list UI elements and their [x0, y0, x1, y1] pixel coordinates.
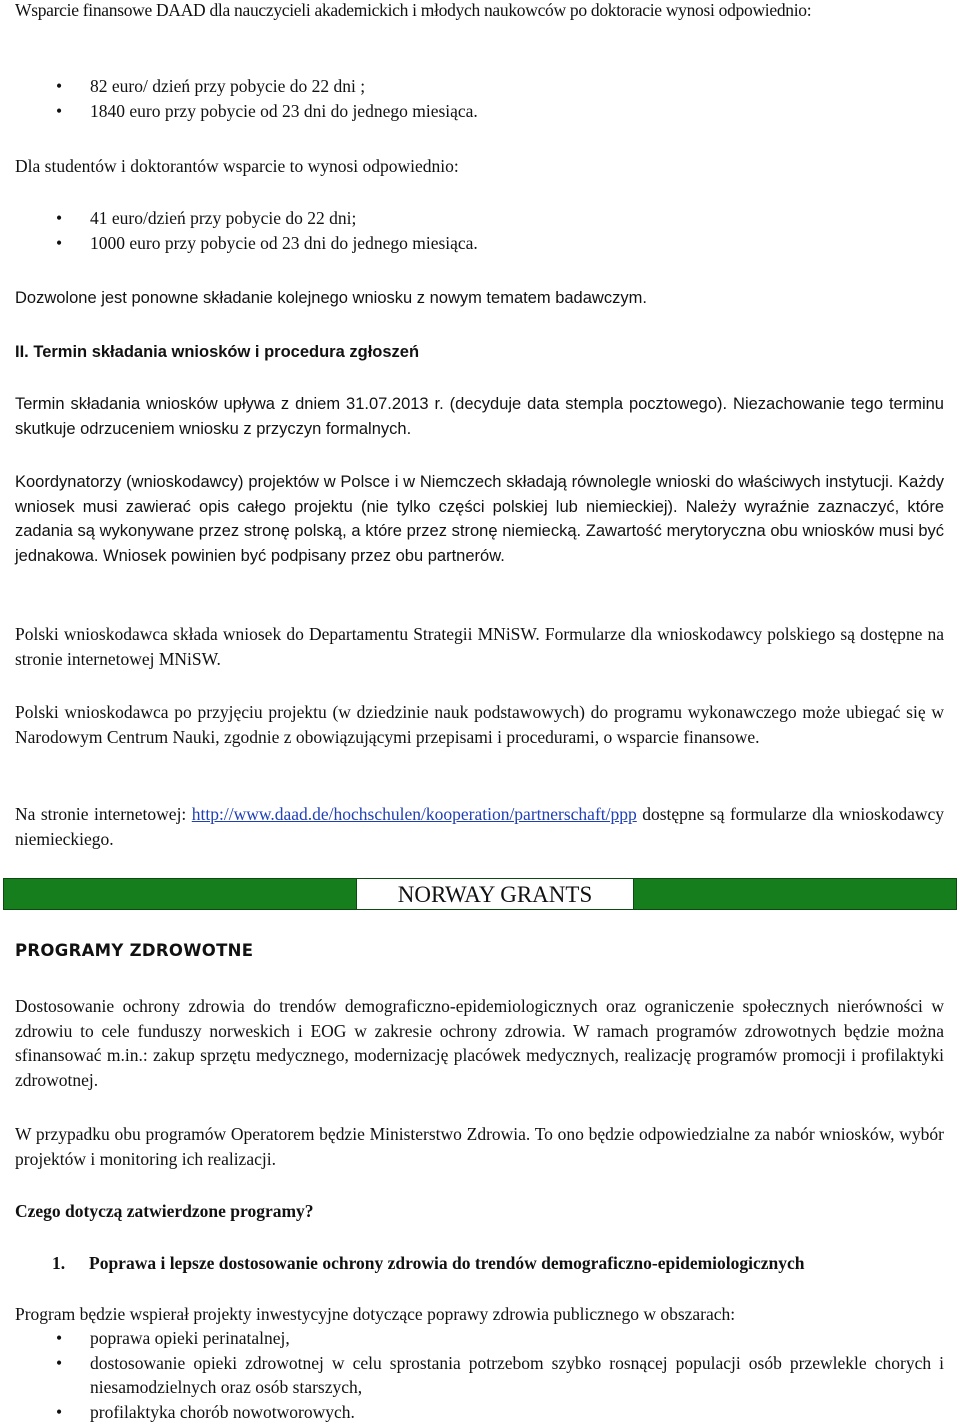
- programs-question: Czego dotyczą zatwierdzone programy?: [15, 1201, 314, 1221]
- areas-intro: Program będzie wspierał projekty inwestycyjne dotyczące poprawy zdrowia publicznego w obszarach:: [15, 1304, 736, 1324]
- banner-title: NORWAY GRANTS: [356, 879, 634, 909]
- norway-grants-banner: [3, 878, 957, 910]
- coordinators-paragraph: Koordynatorzy (wnioskodawcy) projektów w Polsce i w Niemczech składają równolegle wnioski do właściwych instytucji. Każdy wniosek musi zawierać opis całego projektu (nie tylko części polskiej lub niemieckiej). Należy wyraźnie zaznaczyć, które zadania są wykonywane przez stronę polską, a które przez stronę niemiecką. Zawartość merytoryczna obu wniosków musi być jednakowa. Wniosek powinien być podpisany przez obu partnerów.: [15, 473, 944, 565]
- daad-link[interactable]: http://www.daad.de/hochschulen/kooperation/partnerschaft/ppp: [191, 804, 637, 824]
- bullet-icon: •: [56, 208, 63, 228]
- list-item: • 1840 euro przy pobycie od 23 dni do jednego miesiąca.: [90, 99, 950, 124]
- item-title: Poprawa i lepsze dostosowanie ochrony zdrowia do trendów demograficzno-epidemiologicznych: [89, 1253, 805, 1273]
- website-paragraph: Na stronie internetowej: http://www.daad.de/hochschulen/kooperation/partnerschaft/ppp dostępne są formularze dla wnioskodawcy niemieckiego.: [15, 804, 944, 849]
- academics-list: [56, 74, 950, 123]
- health-heading: PROGRAMY ZDROWOTNE: [15, 941, 254, 960]
- bullet-icon: •: [56, 1328, 63, 1348]
- health-paragraph-1: Dostosowanie ochrony zdrowia do trendów demograficzno-epidemiologicznych oraz ograniczenie społecznych nierówności w zdrowiu to cele funduszy norweskich i EOG w zakresie ochrony zdrowia. W ramach programów zdrowotnych będzie można sfinansować m.in.: zakup sprzętu medycznego, modernizację placówek medycznych, realizację programów promocji i profilaktyki zdrowotnej.: [15, 996, 944, 1090]
- students-list: [56, 206, 950, 255]
- list-item: • 82 euro/ dzień przy pobycie do 22 dni ;: [90, 74, 950, 99]
- polish-applicant-paragraph: Polski wnioskodawca składa wniosek do Departamentu Strategii MNiSW. Formularze dla wnioskodawcy polskiego są dostępne na stronie internetowej MNiSW.: [15, 624, 944, 669]
- section-2-heading: II. Termin składania wniosków i procedura zgłoszeń: [15, 343, 420, 361]
- bullet-icon: •: [56, 1401, 63, 1422]
- reapply-note: Dozwolone jest ponowne składanie kolejnego wniosku z nowym tematem badawczym.: [15, 289, 647, 307]
- bullet-icon: •: [56, 1352, 63, 1373]
- list-item: • profilaktyka chorób nowotworowych.: [90, 1400, 944, 1424]
- bullet-icon: •: [56, 76, 63, 96]
- list-item: • dostosowanie opieki zdrowotnej w celu sprostania potrzebom szybko rosnącej populacji osób przewlekle chorych i niesamodzielnych oraz osób starszych,: [56, 1352, 944, 1397]
- deadline-paragraph: Termin składania wniosków upływa z dniem 31.07.2013 r. (decyduje data stempla pocztowego). Niezachowanie tego terminu skutkuje odrzuceniem wniosku z przyczyn formalnych.: [15, 395, 944, 438]
- numbered-item: [52, 1251, 952, 1276]
- list-item: • poprawa opieki perinatalnej,: [90, 1326, 944, 1351]
- bullet-icon: •: [56, 100, 63, 121]
- bullet-icon: •: [56, 232, 63, 253]
- students-intro: Dla studentów i doktorantów wsparcie to wynosi odpowiednio:: [15, 156, 459, 176]
- item-number: 1.: [52, 1253, 66, 1273]
- daad-intro: Wsparcie finansowe DAAD dla nauczycieli akademickich i młodych naukowców po doktoracie wynosi odpowiednio:: [15, 0, 812, 20]
- health-paragraph-2: W przypadku obu programów Operatorem będzie Ministerstwo Zdrowia. To ono będzie odpowiedzialne za nabór wniosków, wybór projektów i monitoring ich realizacji.: [15, 1124, 944, 1169]
- list-item: • 41 euro/dzień przy pobycie do 22 dni;: [90, 206, 950, 231]
- list-item: • 1000 euro przy pobycie od 23 dni do jednego miesiąca.: [90, 231, 950, 256]
- ncn-paragraph: Polski wnioskodawca po przyjęciu projektu (w dziedzinie nauk podstawowych) do programu wykonawczego może ubiegać się w Narodowym Centrum Nauki, zgodnie z obowiązującymi przepisami i procedurami, o wsparcie finansowe.: [15, 702, 944, 747]
- areas-list: [56, 1326, 944, 1424]
